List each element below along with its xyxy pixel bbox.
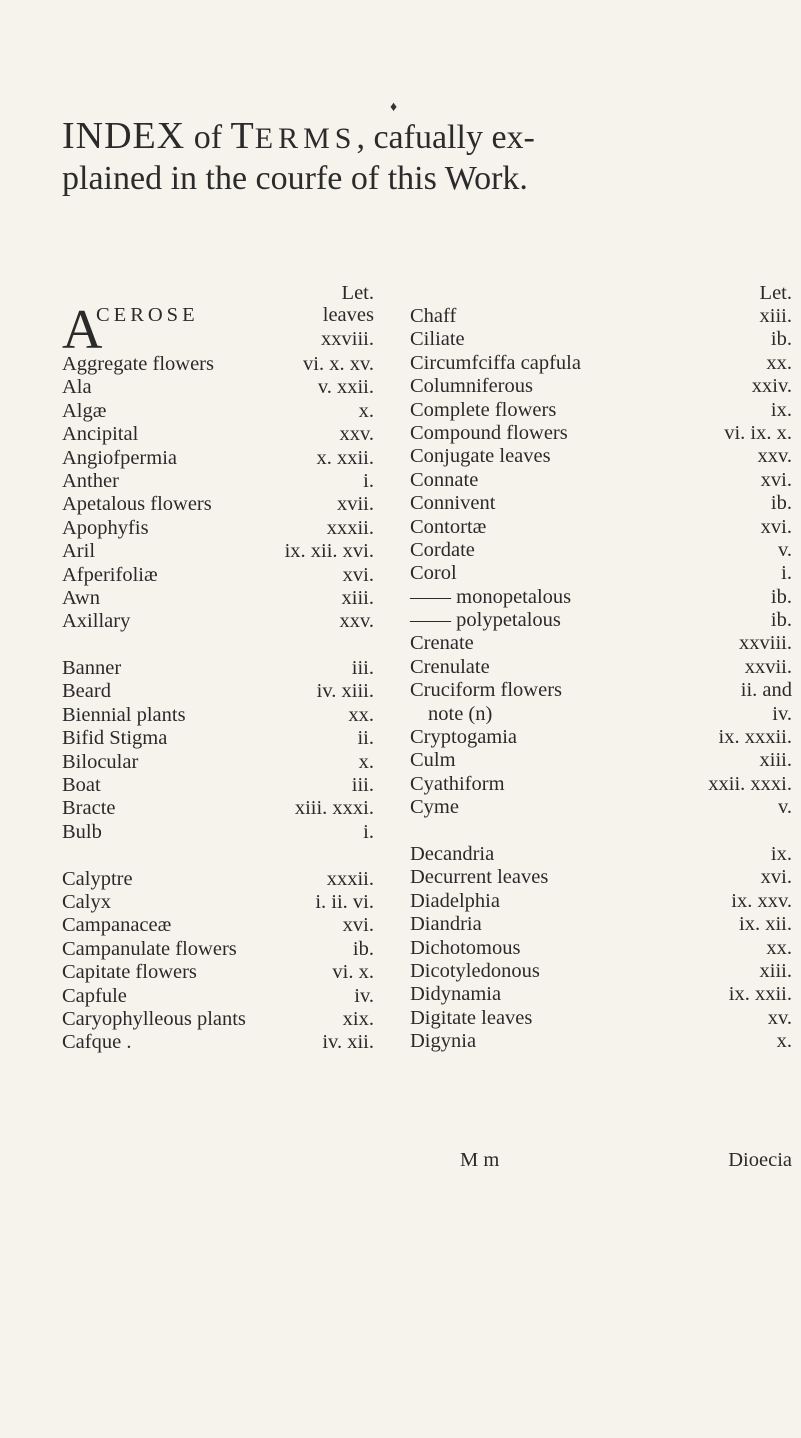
index-entry xyxy=(410,539,792,562)
index-entry xyxy=(410,866,792,889)
title-index-word: INDEX xyxy=(62,115,186,157)
index-term: Culm xyxy=(410,749,456,772)
index-term: Corol xyxy=(410,562,457,585)
letter-reference: ix. xxii. xyxy=(728,983,792,1006)
section-gap xyxy=(62,634,374,657)
letter-reference: ix. xyxy=(770,842,792,865)
letter-reference: iv. xyxy=(772,702,792,725)
index-entry xyxy=(410,937,792,960)
letter-reference: xx. xyxy=(348,703,374,726)
letter-reference: vi. x. xyxy=(332,961,374,984)
index-entry xyxy=(410,703,792,726)
index-term: Axillary xyxy=(62,610,131,633)
index-entry xyxy=(410,890,792,913)
index-term: Decandria xyxy=(410,842,495,865)
letter-reference: xv. xyxy=(767,1006,792,1029)
index-entry xyxy=(410,632,792,655)
index-term: Bifid Stigma xyxy=(62,727,168,750)
letter-reference: vi. x. xv. xyxy=(303,353,374,375)
letter-reference: ib. xyxy=(770,585,792,608)
letter-reference: xvi. xyxy=(760,515,792,538)
index-entry xyxy=(410,679,792,702)
index-entry xyxy=(410,328,792,351)
index-entry xyxy=(62,517,374,540)
index-term: Connivent xyxy=(410,492,496,515)
letter-reference: xvii. xyxy=(336,493,374,516)
index-term: Apophyfis xyxy=(62,516,149,539)
page-footer xyxy=(410,1149,792,1172)
index-term: Capitate flowers xyxy=(62,961,197,984)
index-entry xyxy=(410,796,792,819)
index-entry xyxy=(62,540,374,563)
index-entry xyxy=(62,797,374,820)
letter-reference: xxii. xxxi. xyxy=(708,772,792,795)
index-term: Angiofpermia xyxy=(62,446,177,469)
index-term: Campanaceæ xyxy=(62,914,172,937)
index-term: Digitate leaves xyxy=(410,1006,533,1029)
index-entry xyxy=(62,680,374,703)
index-entry xyxy=(62,400,374,423)
index-entry xyxy=(410,352,792,375)
letter-reference: ix. xyxy=(770,398,792,421)
index-term: Columniferous xyxy=(410,375,533,398)
index-entry xyxy=(410,562,792,585)
title-of: of xyxy=(185,119,231,156)
index-entry xyxy=(62,985,374,1008)
left-column-heading: Let. xyxy=(341,282,374,304)
letter-reference: v. xyxy=(777,796,792,819)
letter-reference: xxxii. xyxy=(326,867,374,890)
index-term: Connate xyxy=(410,468,479,491)
index-term: Digynia xyxy=(410,1030,477,1053)
first-entry-term-cont: leaves xyxy=(322,304,374,326)
letter-reference: ix. xxxii. xyxy=(718,726,792,749)
letter-reference: x. xyxy=(776,1030,792,1053)
index-entry xyxy=(410,492,792,515)
letter-reference: ix. xii. xvi. xyxy=(284,540,374,563)
title-t-initial: T xyxy=(230,115,255,157)
catchword: Dioecia xyxy=(728,1149,792,1171)
index-entry xyxy=(410,516,792,539)
letter-reference: xxv. xyxy=(339,423,374,446)
index-term: Didynamia xyxy=(410,983,502,1006)
ornament: ♦ xyxy=(390,100,398,115)
letter-reference: iv. xiii. xyxy=(316,680,374,703)
letter-reference: x. xyxy=(358,750,374,773)
signature-mark: M m xyxy=(460,1149,500,1171)
index-entry xyxy=(62,774,374,797)
letter-reference: v. xyxy=(777,538,792,561)
index-term: Decurrent leaves xyxy=(410,866,549,889)
letter-reference: xiii. xxxi. xyxy=(294,797,374,820)
index-entry xyxy=(62,493,374,516)
letter-reference: vi. ix. x. xyxy=(724,421,792,444)
index-term: note (n) xyxy=(428,702,493,725)
letter-reference: xvi. xyxy=(342,563,374,586)
index-term: Cyme xyxy=(410,796,459,819)
index-term: Capfule xyxy=(62,984,127,1007)
index-term: Conjugate leaves xyxy=(410,445,551,468)
index-term: Awn xyxy=(62,586,100,609)
index-term: Boat xyxy=(62,774,101,797)
index-entry xyxy=(410,375,792,398)
index-term: Bulb xyxy=(62,820,102,843)
letter-reference: xvi. xyxy=(760,866,792,889)
drop-cap: A xyxy=(62,299,103,361)
index-entry xyxy=(62,961,374,984)
index-entry xyxy=(410,1007,792,1030)
letter-reference: ib. xyxy=(770,328,792,351)
index-entry xyxy=(62,891,374,914)
letter-reference: ii. xyxy=(357,727,374,750)
index-term: Algæ xyxy=(62,399,107,422)
index-term: Cafque . xyxy=(62,1031,132,1054)
first-entry xyxy=(62,299,374,361)
index-term: Bracte xyxy=(62,797,116,820)
index-entry xyxy=(410,726,792,749)
letter-reference: xvi. xyxy=(342,914,374,937)
letter-reference: xx. xyxy=(766,936,792,959)
index-term: Calyx xyxy=(62,890,111,913)
index-entry xyxy=(410,399,792,422)
index-term: Cordate xyxy=(410,538,475,561)
letter-reference: xxv. xyxy=(757,445,792,468)
letter-reference: iv. xyxy=(354,984,374,1007)
index-term: Caryophylleous plants xyxy=(62,1007,246,1030)
index-term: Crenate xyxy=(410,632,474,655)
index-term: Beard xyxy=(62,680,111,703)
index-entry xyxy=(62,704,374,727)
index-term: Diandria xyxy=(410,913,482,936)
index-term: Calyptre xyxy=(62,867,133,890)
page-title xyxy=(62,116,762,199)
first-entry-ref: xxviii. xyxy=(321,328,374,350)
right-column-heading: Let. xyxy=(759,282,792,304)
index-term: Complete flowers xyxy=(410,398,557,421)
letter-reference: ib. xyxy=(770,609,792,632)
index-entry xyxy=(410,656,792,679)
section-gap xyxy=(62,844,374,867)
letter-reference: xxiv. xyxy=(751,375,792,398)
left-column xyxy=(62,282,374,1055)
index-entry xyxy=(62,868,374,891)
index-term: Ala xyxy=(62,376,92,399)
letter-reference: ib. xyxy=(770,492,792,515)
index-term: Ancipital xyxy=(62,423,139,446)
index-entry xyxy=(62,821,374,844)
index-entry xyxy=(410,913,792,936)
index-entry xyxy=(62,610,374,633)
index-entry xyxy=(62,751,374,774)
index-entry xyxy=(62,564,374,587)
index-term: Cruciform flowers xyxy=(410,679,562,702)
index-term: Diadelphia xyxy=(410,889,500,912)
right-entry-list xyxy=(410,305,792,1054)
index-entry xyxy=(62,727,374,750)
index-entry xyxy=(62,423,374,446)
index-term: Contortæ xyxy=(410,515,487,538)
index-term: Dichotomous xyxy=(410,936,521,959)
index-term: Dicotyledonous xyxy=(410,959,540,982)
index-term: Biennial plants xyxy=(62,703,186,726)
letter-reference: i. xyxy=(363,469,374,492)
index-entry xyxy=(410,305,792,328)
index-entry xyxy=(410,749,792,772)
left-entry-list xyxy=(62,353,374,1055)
index-term: Afperifoliæ xyxy=(62,563,158,586)
index-entry xyxy=(410,773,792,796)
letter-reference: xiii. xyxy=(759,749,792,772)
index-term: Cryptogamia xyxy=(410,726,518,749)
letter-reference: ii. and xyxy=(740,679,792,702)
letter-reference: iii. xyxy=(351,657,374,680)
index-term: Crenulate xyxy=(410,655,490,678)
letter-reference: xiii. xyxy=(759,959,792,982)
index-entry xyxy=(410,586,792,609)
index-entry xyxy=(410,960,792,983)
first-entry-term: CEROSE xyxy=(96,304,199,326)
letter-reference: xvi. xyxy=(760,468,792,491)
index-term: Compound flowers xyxy=(410,421,568,444)
index-entry xyxy=(62,1008,374,1031)
index-entry xyxy=(62,938,374,961)
index-term: —— monopetalous xyxy=(410,585,572,608)
section-gap xyxy=(410,820,792,843)
index-term: —— polypetalous xyxy=(410,609,561,632)
letter-reference: i. xyxy=(781,562,792,585)
letter-reference: iii. xyxy=(351,774,374,797)
letter-reference: i. ii. vi. xyxy=(315,890,374,913)
index-term: Bilocular xyxy=(62,750,139,773)
index-entry xyxy=(410,983,792,1006)
index-term: Chaff xyxy=(410,305,457,327)
index-entry xyxy=(410,469,792,492)
index-term: Circumfciffa capfula xyxy=(410,351,581,374)
letter-reference: v. xxii. xyxy=(317,376,374,399)
letter-reference: xx. xyxy=(766,351,792,374)
title-terms-caps: ERMS xyxy=(254,122,357,155)
letter-reference: ix. xii. xyxy=(739,913,792,936)
index-entry xyxy=(62,376,374,399)
index-entry xyxy=(62,914,374,937)
letter-reference: xiii. xyxy=(759,305,792,327)
letter-reference: ix. xxv. xyxy=(731,889,792,912)
index-entry xyxy=(410,1030,792,1053)
index-term: Campanulate flowers xyxy=(62,937,237,960)
index-entry xyxy=(410,609,792,632)
letter-reference: xix. xyxy=(342,1007,374,1030)
letter-reference: xxv. xyxy=(339,610,374,633)
letter-reference: xxxii. xyxy=(326,516,374,539)
title-line2: plained in the courfe of this Work. xyxy=(62,160,528,197)
letter-reference: x. xyxy=(358,399,374,422)
index-entry xyxy=(410,843,792,866)
index-entry xyxy=(62,657,374,680)
right-column xyxy=(410,282,792,1054)
index-term: Banner xyxy=(62,657,122,680)
index-entry xyxy=(410,422,792,445)
index-entry xyxy=(62,1031,374,1054)
letter-reference: xxviii. xyxy=(739,632,792,655)
index-term: Apetalous flowers xyxy=(62,493,212,516)
index-entry xyxy=(410,445,792,468)
index-term: Anther xyxy=(62,469,119,492)
index-term: Cyathiform xyxy=(410,772,505,795)
index-entry xyxy=(62,447,374,470)
letter-reference: ib. xyxy=(352,937,374,960)
index-term: Ciliate xyxy=(410,328,465,351)
letter-reference: xiii. xyxy=(341,586,374,609)
index-entry xyxy=(62,587,374,610)
letter-reference: iv. xii. xyxy=(322,1031,374,1054)
letter-reference: i. xyxy=(363,820,374,843)
title-line1-rest: , cafually ex- xyxy=(356,119,535,156)
letter-reference: x. xxii. xyxy=(316,446,374,469)
index-entry xyxy=(62,353,374,376)
letter-reference: xxvii. xyxy=(744,655,792,678)
index-entry xyxy=(62,470,374,493)
index-term: Aril xyxy=(62,540,96,563)
index-term: Aggregate flowers xyxy=(62,353,214,375)
